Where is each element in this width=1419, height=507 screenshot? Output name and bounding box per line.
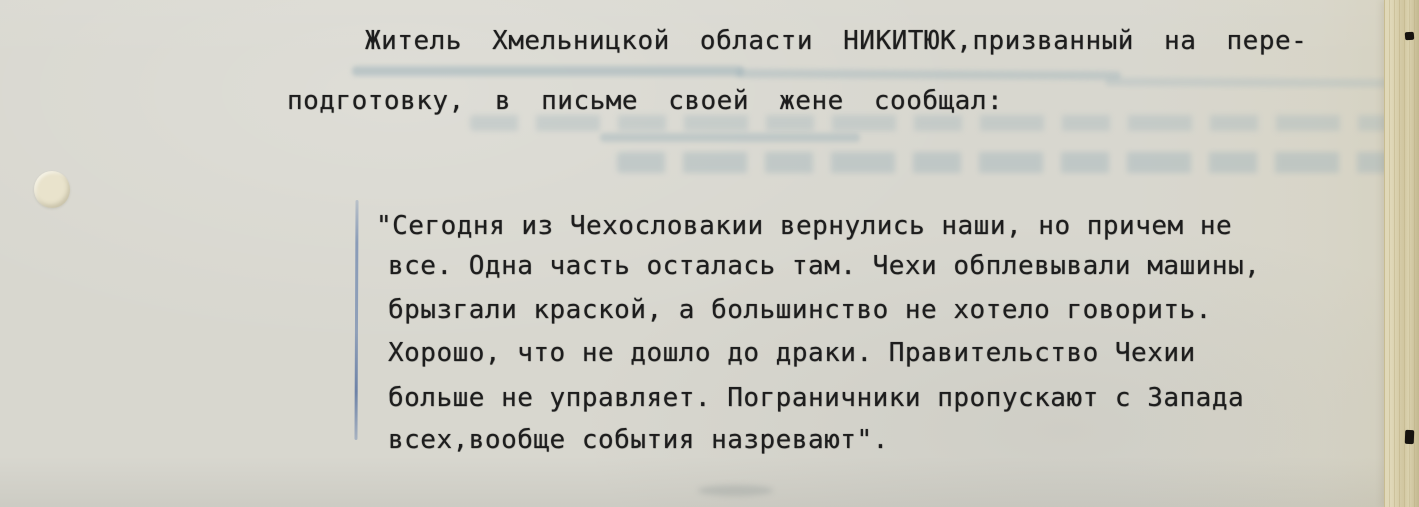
ink-smudge (698, 485, 773, 496)
bleedthrough-line (600, 133, 860, 142)
typed-line-intro-1: Житель Хмельницкой области НИКИТЮК,призванный на пере- (365, 26, 1308, 56)
edge-ink-mark-bottom (1405, 430, 1414, 444)
typed-line-quote-6: всех,вообще события назревают". (388, 425, 889, 455)
edge-ink-mark-top (1405, 32, 1415, 41)
typed-line-intro-2: подготовку, в письме своей жене сообщал: (287, 86, 1004, 116)
page-edge-strip (1384, 0, 1419, 507)
typed-line-quote-5: больше не управляет. Пограничники пропускают с Запада (388, 383, 1245, 413)
bleedthrough-line (736, 69, 1121, 80)
bleedthrough-line (617, 152, 1417, 173)
quote-margin-line (354, 200, 358, 440)
punch-hole (34, 171, 70, 208)
bleedthrough-line (470, 115, 1390, 131)
typed-line-quote-3: брызгали краской, а большинство не хотело говорить. (388, 295, 1212, 325)
typed-line-quote-4: Хорошо, что не дошло до драки. Правительство Чехии (388, 338, 1196, 368)
typed-line-quote-1: "Сегодня из Чехословакии вернулись наши, но причем не (376, 211, 1233, 241)
bleedthrough-line (352, 66, 744, 76)
typed-line-quote-2: все. Одна часть осталась там. Чехи обплевывали машины, (388, 251, 1261, 281)
bleedthrough-line (1105, 77, 1395, 88)
